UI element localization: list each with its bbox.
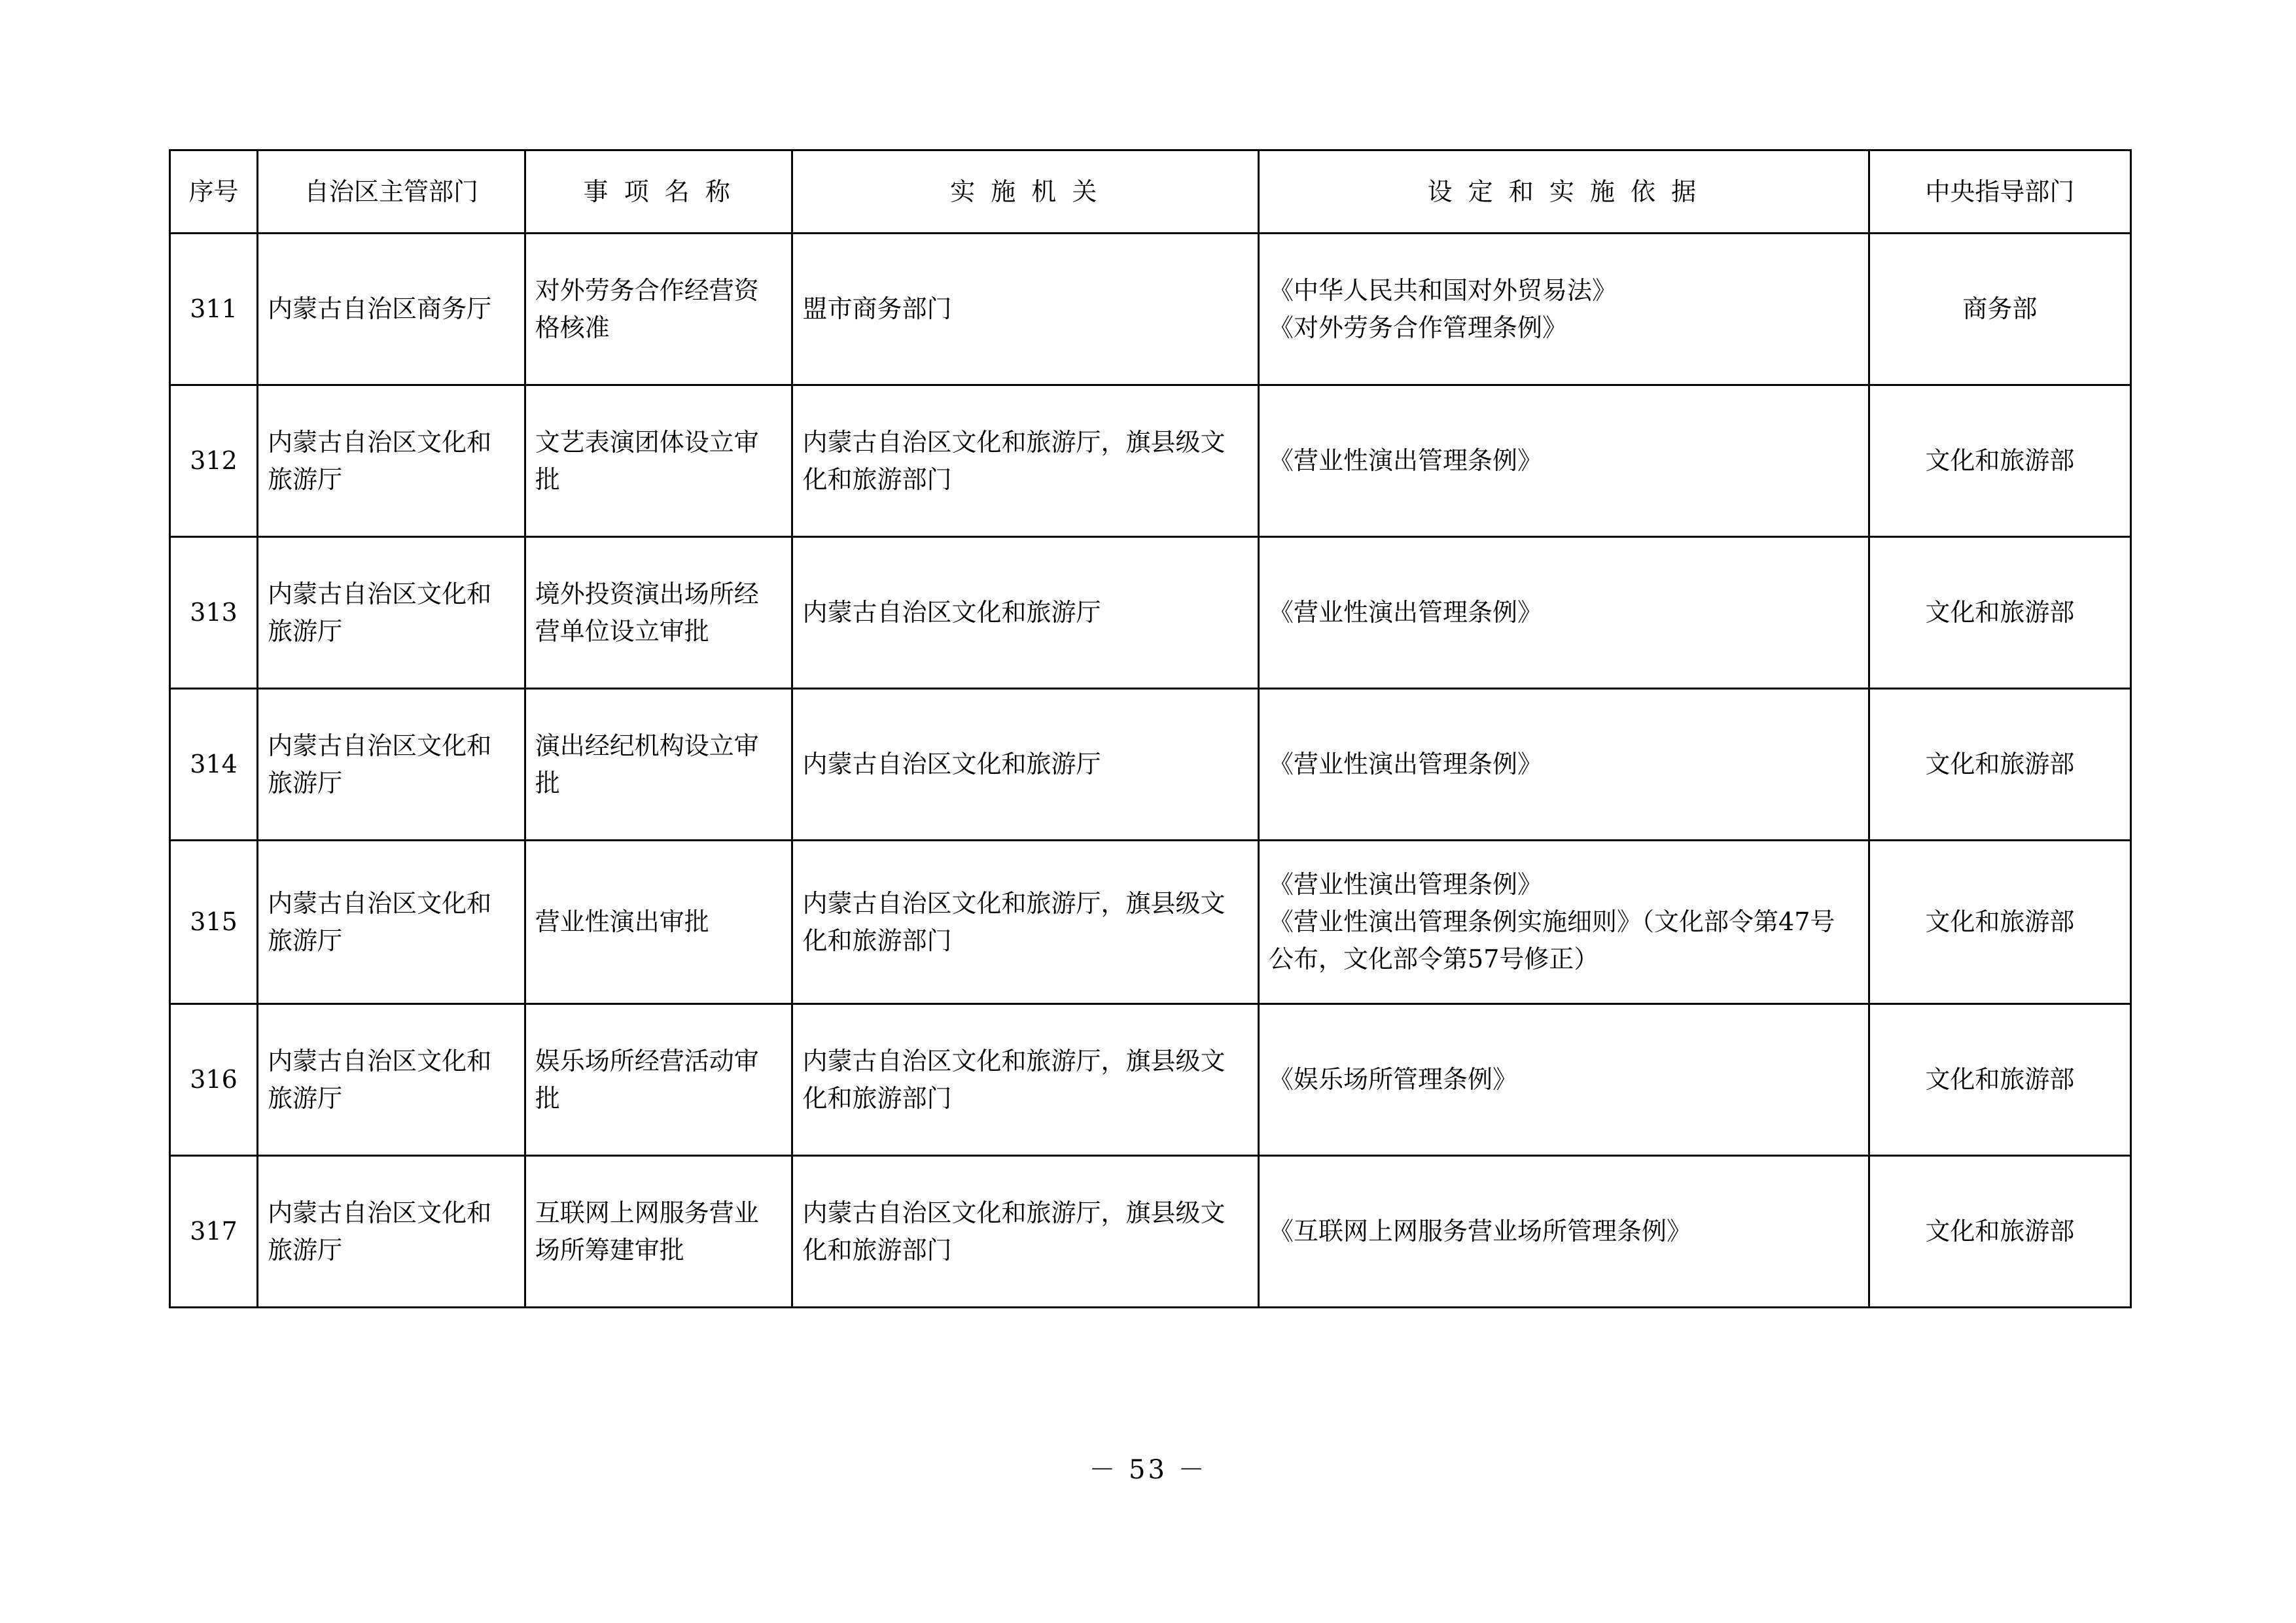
- approval-items-table-wrapper: [169, 149, 2132, 1308]
- cell-seq: 313: [170, 537, 258, 689]
- cell-basis: [1259, 385, 1869, 537]
- table-row: [170, 1004, 2131, 1156]
- cell-department: 内蒙古自治区文化和旅游厅: [258, 537, 525, 689]
- cell-basis: [1259, 1004, 1869, 1156]
- cell-central-department: 文化和旅游部: [1869, 537, 2130, 689]
- basis-line: 《营业性演出管理条例》: [1269, 446, 1543, 475]
- basis-line: 《对外劳务合作管理条例》: [1269, 313, 1568, 342]
- cell-department: 内蒙古自治区文化和旅游厅: [258, 689, 525, 841]
- page-number: － 53 －: [1089, 1455, 1207, 1485]
- cell-central-department: 文化和旅游部: [1869, 385, 2130, 537]
- table-row: [170, 385, 2131, 537]
- cell-seq: 311: [170, 234, 258, 385]
- cell-basis: [1259, 1156, 1869, 1308]
- table-row: [170, 537, 2131, 689]
- column-header-department: 自治区主管部门: [258, 150, 525, 234]
- cell-item-name: 演出经纪机构设立审批: [525, 689, 792, 841]
- table-header-row: [170, 150, 2131, 234]
- cell-implementing-organ: 内蒙古自治区文化和旅游厅: [792, 537, 1259, 689]
- basis-line: 《娱乐场所管理条例》: [1269, 1065, 1518, 1094]
- table-row: [170, 689, 2131, 841]
- cell-central-department: 文化和旅游部: [1869, 1156, 2130, 1308]
- cell-seq: 315: [170, 841, 258, 1004]
- cell-implementing-organ: 内蒙古自治区文化和旅游厅，旗县级文化和旅游部门: [792, 1004, 1259, 1156]
- basis-line: 《营业性演出管理条例实施细则》（文化部令第47号公布，文化部令第57号修正）: [1269, 907, 1835, 973]
- basis-line: 《互联网上网服务营业场所管理条例》: [1269, 1217, 1692, 1246]
- cell-basis: [1259, 537, 1869, 689]
- approval-items-table: [169, 149, 2132, 1308]
- cell-central-department: 文化和旅游部: [1869, 841, 2130, 1004]
- table-row: [170, 1156, 2131, 1308]
- table-body: [170, 234, 2131, 1308]
- cell-department: 内蒙古自治区文化和旅游厅: [258, 1156, 525, 1308]
- cell-seq: 316: [170, 1004, 258, 1156]
- column-header-basis: 设 定 和 实 施 依 据: [1259, 150, 1869, 234]
- cell-central-department: 文化和旅游部: [1869, 689, 2130, 841]
- cell-department: 内蒙古自治区文化和旅游厅: [258, 385, 525, 537]
- cell-item-name: 对外劳务合作经营资格核准: [525, 234, 792, 385]
- table-row: [170, 841, 2131, 1004]
- cell-seq: 314: [170, 689, 258, 841]
- table-header: [170, 150, 2131, 234]
- cell-central-department: 商务部: [1869, 234, 2130, 385]
- cell-item-name: 营业性演出审批: [525, 841, 792, 1004]
- basis-line: 《营业性演出管理条例》: [1269, 870, 1543, 899]
- cell-seq: 312: [170, 385, 258, 537]
- column-header-item-name: 事 项 名 称: [525, 150, 792, 234]
- cell-item-name: 互联网上网服务营业场所筹建审批: [525, 1156, 792, 1308]
- basis-line: 《中华人民共和国对外贸易法》: [1269, 275, 1617, 305]
- cell-basis: [1259, 234, 1869, 385]
- column-header-implementing-organ: 实 施 机 关: [792, 150, 1259, 234]
- cell-implementing-organ: 盟市商务部门: [792, 234, 1259, 385]
- cell-basis: [1259, 841, 1869, 1004]
- cell-basis: [1259, 689, 1869, 841]
- cell-department: 内蒙古自治区商务厅: [258, 234, 525, 385]
- cell-implementing-organ: 内蒙古自治区文化和旅游厅，旗县级文化和旅游部门: [792, 385, 1259, 537]
- cell-department: 内蒙古自治区文化和旅游厅: [258, 841, 525, 1004]
- cell-central-department: 文化和旅游部: [1869, 1004, 2130, 1156]
- cell-item-name: 娱乐场所经营活动审批: [525, 1004, 792, 1156]
- table-row: [170, 234, 2131, 385]
- cell-implementing-organ: 内蒙古自治区文化和旅游厅: [792, 689, 1259, 841]
- cell-department: 内蒙古自治区文化和旅游厅: [258, 1004, 525, 1156]
- cell-implementing-organ: 内蒙古自治区文化和旅游厅，旗县级文化和旅游部门: [792, 841, 1259, 1004]
- basis-line: 《营业性演出管理条例》: [1269, 598, 1543, 627]
- cell-seq: 317: [170, 1156, 258, 1308]
- column-header-seq: 序号: [170, 150, 258, 234]
- basis-line: 《营业性演出管理条例》: [1269, 750, 1543, 778]
- cell-item-name: 境外投资演出场所经营单位设立审批: [525, 537, 792, 689]
- column-header-central-department: 中央指导部门: [1869, 150, 2130, 234]
- cell-item-name: 文艺表演团体设立审批: [525, 385, 792, 537]
- cell-implementing-organ: 内蒙古自治区文化和旅游厅，旗县级文化和旅游部门: [792, 1156, 1259, 1308]
